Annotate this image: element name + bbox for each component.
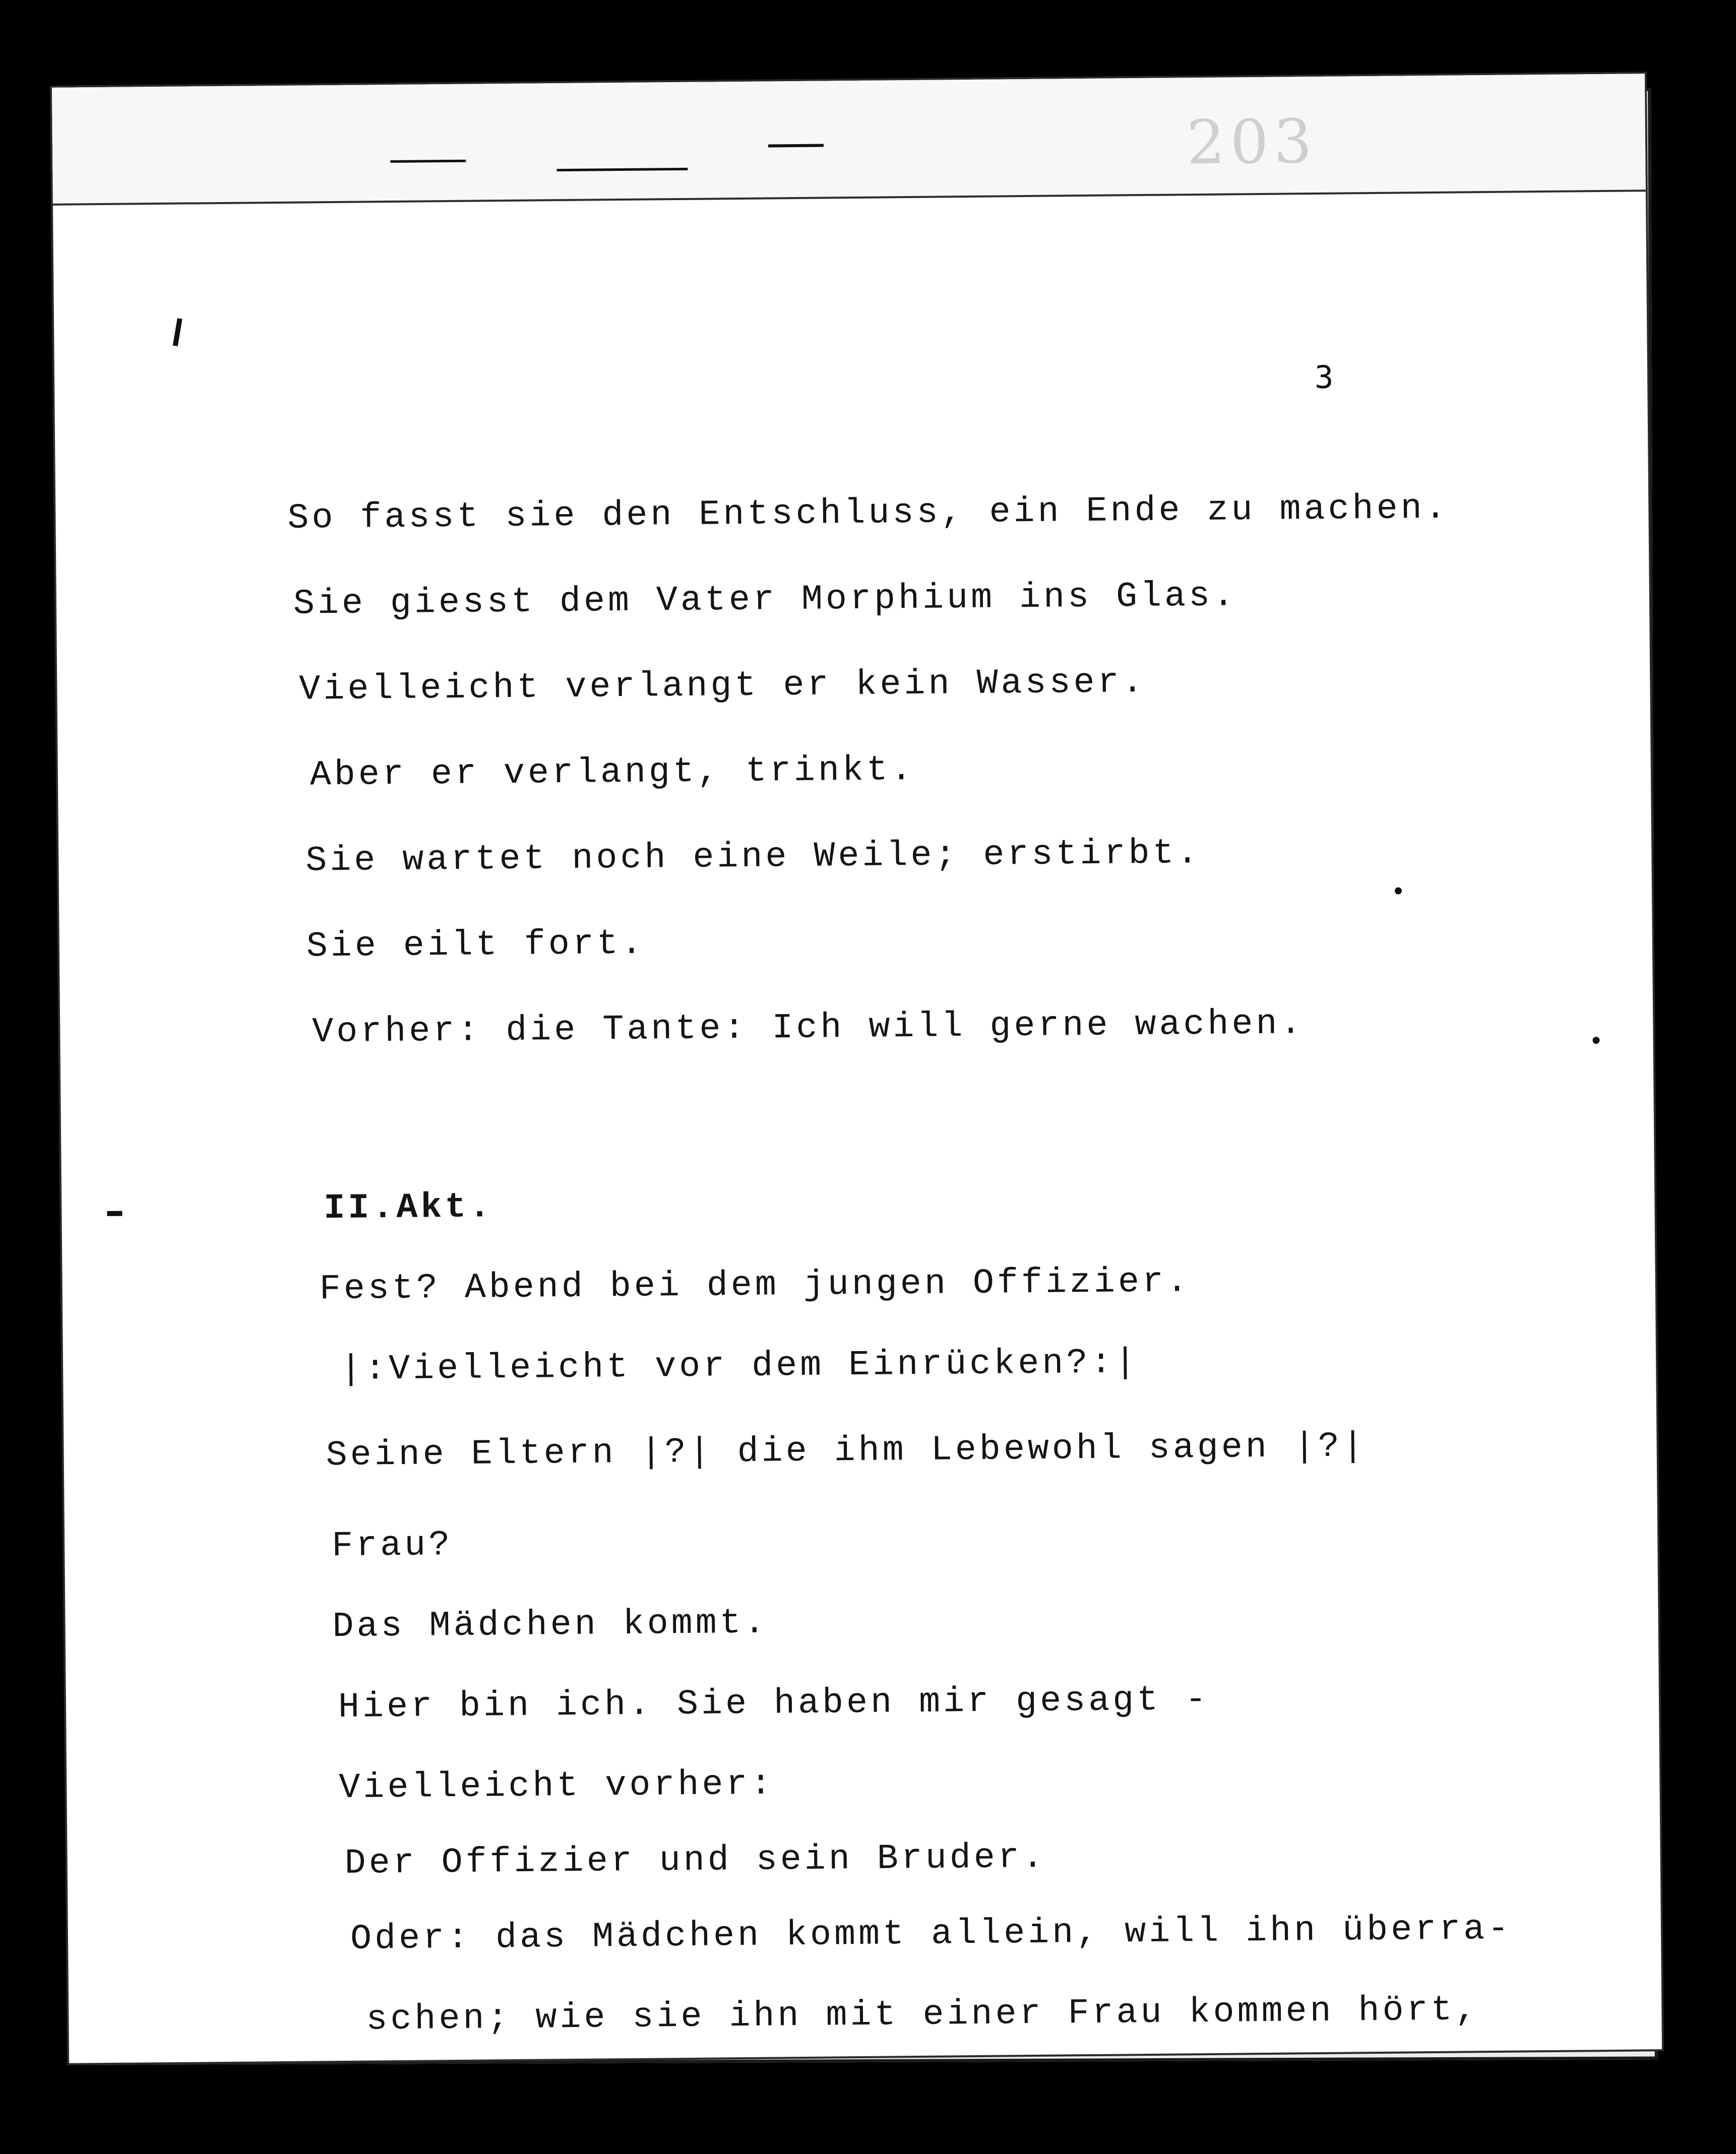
text-line: Der Offizier und sein Bruder. <box>344 1838 1047 1884</box>
typed-page <box>52 74 1662 2063</box>
text-line: Sie wartet noch eine Weile; erstirbt. <box>305 834 1201 881</box>
text-line: Seine Eltern |?| die ihm Lebewohl sagen |?| <box>326 1427 1367 1476</box>
archive-mark: 203 <box>1186 106 1318 178</box>
page-top-strip <box>52 74 1646 206</box>
ink-speck <box>1395 888 1402 895</box>
text-line: Hier bin ich. Sie haben mir gesagt - <box>338 1680 1210 1728</box>
text-line: Aber er verlangt, trinkt. <box>309 750 915 796</box>
text-line: Sie giesst dem Vater Morphium ins Glas. <box>293 576 1237 624</box>
text-line: Vielleicht verlangt er kein Wasser. <box>299 662 1146 710</box>
text-line: Sie eilt fort. <box>306 924 646 967</box>
act-heading: II.Akt. <box>324 1187 493 1229</box>
text-line: |:Vielleicht vor dem Einrücken?:| <box>340 1343 1139 1390</box>
ink-mark <box>107 1211 122 1216</box>
text-line: Frau? <box>331 1526 453 1567</box>
pencil-mark <box>768 144 824 148</box>
text-line: Oder: das Mädchen kommt allein, will ihn überra- <box>350 1909 1512 1959</box>
ink-mark <box>173 318 182 346</box>
text-line: Vorher: die Tante: Ich will gerne wachen. <box>312 1004 1305 1053</box>
text-line: So fasst sie den Entschluss, ein Ende zu machen. <box>287 488 1450 539</box>
text-line: schen; wie sie ihn mit einer Frau kommen hört, <box>366 1990 1480 2040</box>
ink-speck <box>1593 1037 1600 1044</box>
text-line: Fest? Abend bei dem jungen Offizier. <box>319 1262 1191 1310</box>
text-line: Vielleicht vorher: <box>339 1764 775 1809</box>
page-number: 3 <box>1314 358 1334 396</box>
text-line: Das Mädchen kommt. <box>332 1603 769 1648</box>
